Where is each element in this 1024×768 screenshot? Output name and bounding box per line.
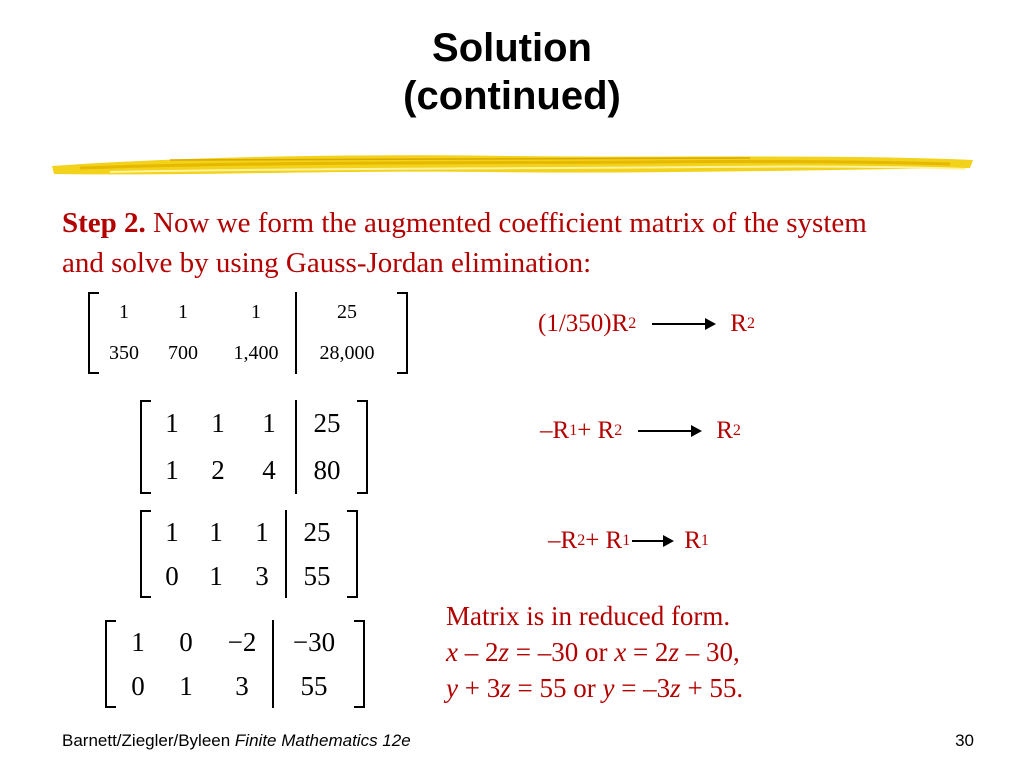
op-rhs: R	[684, 527, 701, 554]
matrix-cell: 3	[235, 670, 249, 701]
augmented-matrix-2	[140, 400, 368, 494]
matrix-cell: 350	[109, 342, 139, 364]
matrix-cell: 1	[209, 560, 223, 591]
var: z	[500, 673, 511, 703]
left-bracket	[140, 510, 151, 598]
op-rhs-sub: 2	[732, 422, 741, 439]
matrix-cell: 0	[179, 626, 193, 657]
matrix-cell: 25	[303, 516, 331, 547]
left-bracket	[105, 620, 116, 708]
var: z	[668, 637, 679, 667]
op-lhs-a-sub: 1	[569, 422, 578, 439]
right-bracket	[357, 400, 368, 494]
op-rhs-sub: 1	[700, 532, 709, 549]
matrix-cell: 80	[313, 455, 341, 485]
var: z	[670, 673, 681, 703]
left-bracket	[88, 292, 99, 374]
matrix-cell: 1,400	[233, 342, 279, 364]
op-rhs-sub: 2	[746, 315, 755, 332]
left-bracket	[140, 400, 151, 494]
conclusion-line-1: Matrix is in reduced form.	[446, 601, 731, 631]
augmented-matrix-3	[140, 510, 358, 598]
conclusion-line-2	[446, 634, 743, 670]
var: z	[498, 637, 509, 667]
matrix-cell: 1	[255, 516, 269, 547]
op-lhs-b: + R	[585, 527, 623, 554]
expr: = –3	[614, 673, 671, 703]
right-arrow-icon	[638, 430, 700, 432]
op-lhs: (1/350)R	[538, 310, 629, 337]
slide-title	[0, 24, 1024, 120]
expr: + 55.	[680, 673, 744, 703]
footer-citation	[62, 731, 411, 751]
matrix-cell: 25	[313, 408, 341, 438]
op-rhs: R	[716, 417, 733, 444]
conclusion-line-3	[446, 670, 743, 706]
step-paragraph	[62, 203, 882, 283]
expr: – 2	[457, 637, 499, 667]
matrix-cell: 1	[251, 301, 261, 323]
matrix-cell: 25	[337, 301, 357, 323]
matrix-cell: 1	[209, 516, 223, 547]
matrix-cell: 1	[262, 408, 276, 438]
row-operation-3	[548, 527, 709, 555]
augmented-matrix-1	[88, 292, 408, 374]
matrix-cell: 55	[300, 670, 328, 701]
matrix-cell: −30	[292, 626, 336, 657]
footer-authors: Barnett/Ziegler/Byleen	[62, 731, 235, 750]
expr: – 30,	[678, 637, 740, 667]
matrix-cell: 1	[165, 408, 179, 438]
matrix-cell: 28,000	[319, 342, 375, 364]
matrix-cell: 1	[165, 455, 179, 485]
matrix-cell: 1	[211, 408, 225, 438]
right-bracket	[347, 510, 358, 598]
right-bracket	[354, 620, 365, 708]
expr: = 55 or	[510, 673, 603, 703]
var: x	[614, 637, 627, 667]
conclusion-text	[446, 598, 743, 706]
right-bracket	[397, 292, 408, 374]
matrix-cell: 1	[179, 670, 193, 701]
op-lhs-b-sub: 2	[614, 422, 623, 439]
yellow-brush-divider	[50, 148, 975, 180]
op-lhs-b: + R	[577, 417, 615, 444]
matrix-cell: −2	[227, 626, 257, 657]
footer-book-title: Finite Mathematics 12e	[234, 731, 411, 750]
matrix-cell: 0	[165, 560, 179, 591]
expr: = 2	[626, 637, 669, 667]
right-arrow-icon	[652, 323, 714, 325]
matrix-cell: 1	[131, 626, 145, 657]
op-lhs-b-sub: 1	[622, 532, 631, 549]
var: x	[446, 637, 458, 667]
var: y	[602, 673, 615, 703]
matrix-cell: 4	[262, 455, 276, 485]
expr: + 3	[457, 673, 501, 703]
page-number: 30	[955, 731, 974, 750]
matrix-cell: 2	[211, 455, 225, 485]
matrix-cell: 1	[178, 301, 188, 323]
op-lhs-a-sub: 2	[577, 532, 586, 549]
step-label: Step 2.	[62, 207, 146, 239]
expr: = –30 or	[509, 637, 615, 667]
row-operation-2	[540, 417, 741, 445]
matrix-cell: 3	[255, 560, 269, 591]
step-text: Now we form the augmented coefficient matrix of the system and solve by using Gauss-Jordan elimination:	[62, 207, 867, 279]
matrix-cell: 1	[119, 301, 129, 323]
op-rhs: R	[730, 310, 747, 337]
op-lhs-a: –R	[548, 527, 578, 554]
row-operation-1	[538, 310, 755, 338]
var: y	[446, 673, 458, 703]
matrix-cell: 55	[303, 560, 331, 591]
matrix-cell: 0	[131, 670, 145, 701]
title-line-1: Solution	[432, 26, 592, 70]
op-lhs-a: –R	[540, 417, 570, 444]
op-lhs-sub: 2	[628, 315, 637, 332]
matrix-cell: 700	[168, 342, 198, 364]
right-arrow-icon	[632, 540, 672, 542]
title-line-2: (continued)	[403, 74, 621, 118]
augmented-matrix-4	[105, 620, 365, 708]
matrix-cell: 1	[165, 516, 179, 547]
